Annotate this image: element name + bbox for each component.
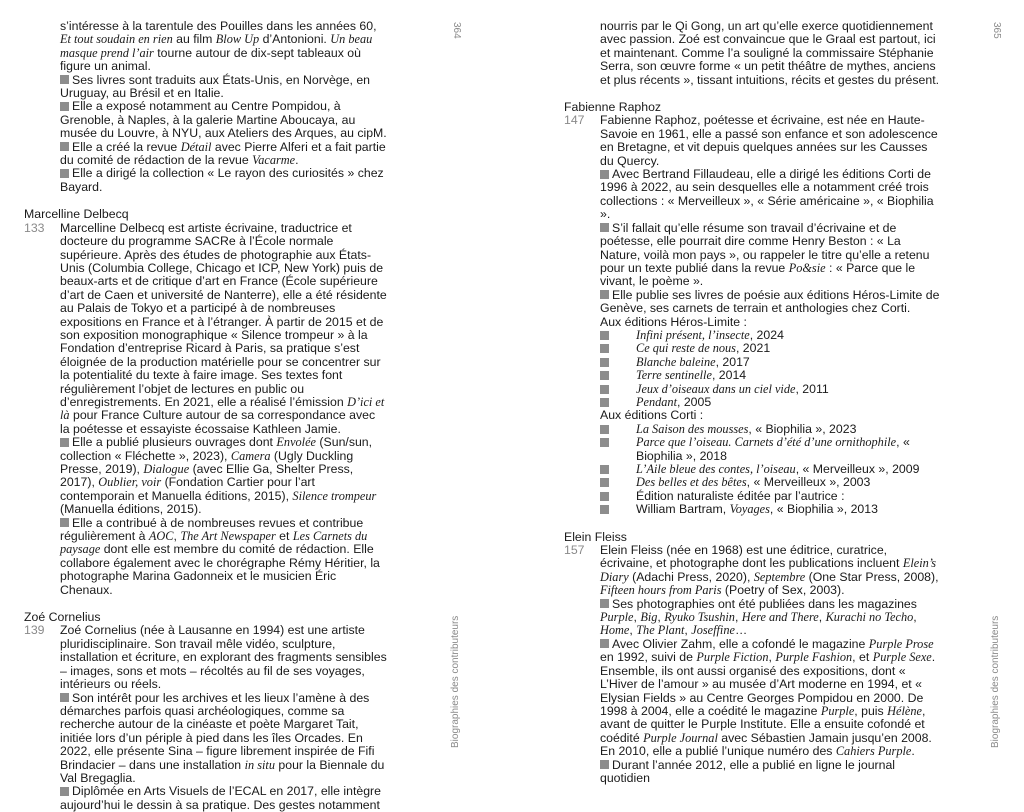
continued-entry <box>24 20 388 194</box>
running-head: Biographies des contributeurs <box>990 615 1001 748</box>
list-item: Des belles et des bêtes, « Merveilleux », 2003 <box>600 476 940 489</box>
bullet-square <box>600 331 609 340</box>
paragraph: s’intéresse à la tarentule des Pouilles dans les années 60, Et tout soudain en rien au film Blow Up d’Antonioni. Un beau masque prend l’air tourne autour de dix-sept tableaux où figure un animal. <box>60 19 377 74</box>
paragraph-marker <box>600 760 609 769</box>
paragraph-marker <box>600 170 609 179</box>
paragraph-marker <box>60 787 69 796</box>
italic-title: Purple Prose <box>868 636 934 651</box>
italic-title: Purple Journal <box>643 730 718 745</box>
paragraph: nourris par le Qi Gong, un art qu’elle exerce quotidiennement avec passion. Zoé est convaincue que le Graal est partout, ici et maintenant. Comme l’a souligné la commissaire Stéphanie Serra, son œuvre forme « un petit théâtre de mythes, anciens et plus récents », tissant intuitions, récits et gestes du présent. <box>600 19 940 87</box>
book-list-heros-limite <box>564 329 940 409</box>
italic-title: Hélène <box>887 703 922 718</box>
italic-title: Pendant <box>636 394 677 409</box>
italic-title: Kurachi no Techo <box>825 610 914 625</box>
bullet-square <box>600 492 609 501</box>
italic-title: Purple <box>820 703 855 718</box>
list-item: L’Aile bleue des contes, l’oiseau, « Merveilleux », 2009 <box>600 463 940 476</box>
paragraph: Son intérêt pour les archives et les lieux l’amène à des démarches parfois quasi archéologiques, comme sa recherche autour de la cinéaste et poète Margaret Tait, initiée lors d’un périple à pied dans les îles Orcades. En 2022, elle présente Sina – figure librement inspirée de Fifi Brindacier – dans une installation in situ pour la Biennale du Val Bregaglia. <box>60 690 385 785</box>
paragraph: Zoé Cornelius (née à Lausanne en 1994) est une artiste pluridisciplinaire. Son travail mêle vidéo, sculpture, installation et écriture, en explorant des fragments sensibles – images, sons et mots – récoltés au fil de ses voyages, intérieurs ou réels. <box>60 623 387 692</box>
italic-title: Oublier, voir <box>98 475 162 490</box>
page-number: 364 <box>451 22 462 39</box>
contributor-name: Fabienne Raphoz <box>564 100 662 115</box>
paragraph: Elle a dirigé la collection « Le rayon des curiosités » chez Bayard. <box>60 166 384 194</box>
italic-title: Here and There <box>741 610 819 625</box>
paragraph: Ses photographies ont été publiées dans les magazines Purple, Big, Ryuko Tsushin, Here and There, Kurachi no Techo, Home, The Plant, Joseffine… <box>600 596 917 638</box>
list-item: Jeux d’oiseaux dans un ciel vide, 2011 <box>600 383 940 396</box>
right-column <box>564 20 940 785</box>
list-item: La Saison des mousses, « Biophilia », 2023 <box>600 423 940 436</box>
italic-title: Un beau masque prend l’air <box>60 32 373 60</box>
page-number: 365 <box>991 22 1002 39</box>
paragraph-marker <box>60 75 69 84</box>
bullet-square <box>600 478 609 487</box>
paragraph-marker <box>60 142 69 151</box>
italic-title: Infini présent, l’insecte <box>636 327 750 342</box>
list-item: Pendant, 2005 <box>600 396 940 409</box>
list-label: Aux éditions Héros-Limite : <box>600 314 747 329</box>
italic-title: Fifteen hours from Paris <box>600 583 722 598</box>
paragraph-marker <box>60 102 69 111</box>
paragraph: Durant l’année 2012, elle a publié en ligne le journal quotidien <box>600 757 896 785</box>
italic-title: The Art Newspaper <box>180 529 276 544</box>
italic-title: Dialogue <box>143 462 190 476</box>
italic-title: in situ <box>244 757 275 772</box>
continued-entry <box>564 20 940 87</box>
italic-title: Purple Sexe <box>872 650 932 665</box>
bullet-square <box>600 344 609 353</box>
left-column <box>24 20 388 812</box>
page-reference: 139 <box>24 623 45 638</box>
paragraph-marker <box>600 639 609 648</box>
italic-title: AOC <box>148 529 174 544</box>
bullet-square <box>600 371 609 380</box>
page-reference: 147 <box>564 113 585 128</box>
italic-title: Voyages <box>729 502 770 517</box>
italic-title: Purple Fiction <box>696 650 769 665</box>
list-item: Édition naturaliste éditée par l’autrice : <box>600 490 940 503</box>
italic-title: Parce que l’oiseau. Carnets d’été d’une ornithophile <box>636 435 897 450</box>
paragraph-marker <box>60 169 69 178</box>
italic-title: Silence trompeur <box>292 488 377 503</box>
right-page <box>512 0 1024 785</box>
bullet-square <box>600 358 609 367</box>
page-reference: 157 <box>564 543 585 558</box>
bullet-square <box>600 398 609 407</box>
contributor-name: Marcelline Delbecq <box>24 207 129 222</box>
list-item: Ce qui reste de nous, 2021 <box>600 342 940 355</box>
entry-elein-fleiss <box>564 531 940 786</box>
paragraph: Elle publie ses livres de poésie aux éditions Héros-Limite de Genève, ses carnets de terrain et anthologies chez Corti. <box>600 287 940 316</box>
entry-fabienne-raphoz <box>564 101 940 517</box>
italic-title: Blow Up <box>215 32 260 47</box>
italic-title: Purple Fashion <box>775 650 853 665</box>
list-item: Parce que l’oiseau. Carnets d’été d’une ornithophile, « Biophilia », 2018 <box>600 436 940 463</box>
italic-title: Big <box>640 610 658 625</box>
paragraph: Diplômée en Arts Visuels de l’ECAL en 2017, elle intègre aujourd’hui le dessin à sa pratique. Des gestes notamment <box>60 784 381 812</box>
paragraph: Avec Bertrand Fillaudeau, elle a dirigé les éditions Corti de 1996 à 2022, au sein desquelles elle a notamment créé trois collections : « Merveilleux », « Série américaine », « Biophilia ». <box>600 167 934 222</box>
paragraph: Ses livres sont traduits aux États-Unis, en Norvège, en Uruguay, au Brésil et en Italie. <box>60 72 370 101</box>
contributor-name: Zoé Cornelius <box>24 610 101 625</box>
paragraph: Elle a contribué à de nombreuses revues et contribue régulièrement à AOC, The Art Newspaper et Les Carnets du paysage dont elle est membre du comité de rédaction. Elle collabore également avec le chorégraphe Rémy Héritier, la photographe Marina Gadonneix et le musicien Éric Chenaux. <box>60 515 380 597</box>
contributor-name: Elein Fleiss <box>564 529 627 544</box>
italic-title: Home <box>600 623 630 638</box>
italic-title: Ryuko Tsushin <box>664 610 735 625</box>
italic-title: Po&sie <box>788 260 826 275</box>
italic-title: Blanche baleine <box>636 354 716 369</box>
paragraph-marker <box>60 518 69 527</box>
bullet-square <box>600 425 609 434</box>
list-item: Terre sentinelle, 2014 <box>600 369 940 382</box>
paragraph-marker <box>600 223 609 232</box>
page-reference: 133 <box>24 220 45 235</box>
paragraph-marker <box>600 599 609 608</box>
italic-title: Septembre <box>753 569 806 584</box>
italic-title: Terre sentinelle <box>636 368 712 383</box>
italic-title: The Plant <box>636 623 685 638</box>
italic-title: Jeux d’oiseaux dans un ciel vide <box>636 381 796 396</box>
running-head: Biographies des contributeurs <box>450 615 461 748</box>
paragraph: Elein Fleiss (née en 1968) est une éditrice, curatrice, écrivaine, et photographe dont les publications incluent Elein’s Diary (Adachi Press, 2020), Septembre (One Star Press, 2008), Fifteen hours from Paris (Poetry of Sex, 2003). <box>600 543 939 598</box>
paragraph: Fabienne Raphoz, poétesse et écrivaine, est née en Haute-Savoie en 1961, elle a passé son enfance et son adolescence en Bretagne, et vit depuis quelques années sur les Causses du Quercy. <box>600 113 938 168</box>
bullet-square <box>600 385 609 394</box>
paragraph: Elle a publié plusieurs ouvrages dont Envolée (Sun/sun, collection « Fléchette », 2023), Camera (Ugly Duckling Presse, 2019), Dialogue (avec Ellie Ga, Shelter Press, 2017), Oublier, voir (Fondation Cartier pour l’art contemporain et Manuella éditions, 2015), Silence trompeur (Manuella éditions, 2015). <box>60 435 377 517</box>
italic-title: Détail <box>180 139 212 154</box>
italic-title: Camera <box>230 448 271 463</box>
italic-title: D’ici et là <box>60 394 385 423</box>
bullet-square <box>600 465 609 474</box>
italic-title: Elein’s Diary <box>600 556 937 584</box>
list-item: Infini présent, l’insecte, 2024 <box>600 329 940 342</box>
entry-zoe-cornelius <box>24 611 388 812</box>
paragraph-marker <box>60 438 69 447</box>
paragraph: Elle a exposé notamment au Centre Pompidou, à Grenoble, à Naples, à la galerie Martine Aboucaya, au musée du Louvre, à NYU, aux Ateliers des Arques, au cipM. <box>60 99 387 141</box>
book-list-corti <box>564 423 940 517</box>
paragraph: Avec Olivier Zahm, elle a cofondé le magazine Purple Prose en 1992, suivi de Purple Fiction, Purple Fashion, et Purple Sexe. Ensemble, ils ont aussi organisé des expositions, dont « L’Hiver de l’amour » au musée d’Art moderne en 1994, et « Elysian Fields » au Centre Georges Pompidou en 2000. De 1998 à 2004, elle a coédité le magazine Purple, puis Hélène, avant de quitter le Purple Institute. Elle a ensuite cofondé et coédité Purple Journal avec Sébastien Jamain jusqu’en 2008. En 2010, elle a publié l’unique numéro des Cahiers Purple. <box>600 636 936 759</box>
italic-title: Cahiers Purple <box>835 744 912 759</box>
italic-title: Vacarme <box>252 153 296 168</box>
italic-title: L’Aile bleue des contes, l’oiseau <box>636 462 796 476</box>
italic-title: Purple <box>600 610 634 625</box>
list-item: Blanche baleine, 2017 <box>600 356 940 369</box>
paragraph: S’il fallait qu’elle résume son travail d’écrivaine et de poétesse, elle pourrait dire comme Henry Beston : « La Nature, voilà mon pays », ou rappeler le titre qu’elle a retenu pour un texte publié dans la revue Po&sie : « Parce que le vivant, le poème ». <box>600 220 930 289</box>
italic-title: Des belles et des bêtes <box>636 475 747 490</box>
bullet-square <box>600 438 609 447</box>
italic-title: Envolée <box>276 435 317 450</box>
paragraph: Elle a créé la revue Détail avec Pierre Alferi et a fait partie du comité de rédaction de la revue Vacarme. <box>60 139 386 168</box>
paragraph: Marcelline Delbecq est artiste écrivaine, traductrice et docteure du programme SACRe à l’École normale supérieure. Après des études de photographie aux États-Unis (Columbia College, Chicago et ICP, New York) puis de beaux-arts et de critique d’art en France (École supérieure d’art de Caen et université de Nanterre), elle a été résidente au Palais de Tokyo et a participé à de nombreuses expositions en France et à l’étranger. À partir de 2015 et de son exposition monographique « Silence trompeur » à la Fondation d’entreprise Ricard à Paris, sa pratique s’est éloignée de la production matérielle pour se concentrer sur la potentialité du texte à faire image. Ses textes font régulièrement l’objet de lectures en public ou d’enregistrements. En 2021, elle a réalisé l’émission D’ici et là pour France Culture autour de sa correspondance avec la poétesse et essayiste écossaise Kathleen Jamie. <box>60 220 387 436</box>
entry-marcelline-delbecq <box>24 208 388 597</box>
italic-title: La Saison des mousses <box>636 421 749 436</box>
list-label: Aux éditions Corti : <box>600 408 704 423</box>
bullet-square <box>600 505 609 514</box>
list-item: William Bartram, Voyages, « Biophilia », 2013 <box>600 503 940 516</box>
italic-title: Ce qui reste de nous <box>636 341 736 356</box>
italic-title: Les Carnets du paysage <box>60 529 368 557</box>
italic-title: Joseffine <box>691 623 735 638</box>
italic-title: Et tout soudain en rien <box>60 32 173 47</box>
paragraph-marker <box>600 290 609 299</box>
paragraph-marker <box>60 693 69 702</box>
